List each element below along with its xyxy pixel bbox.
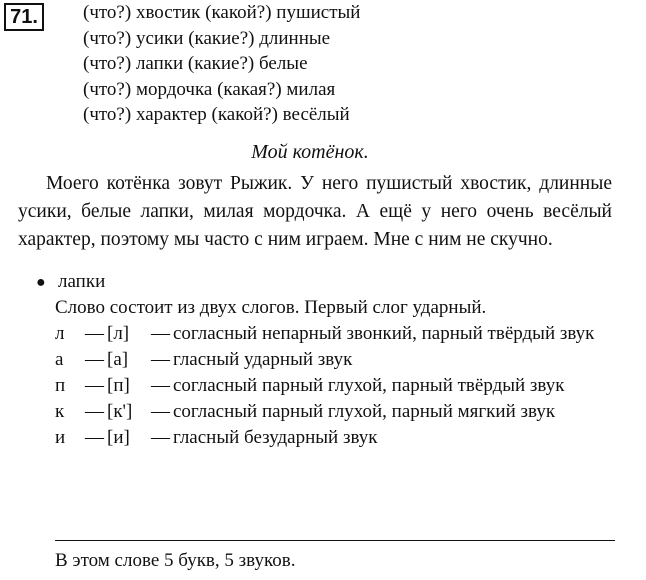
story-text: Моего котёнка зовут Рыжик. У него пушистый хвостик, длинные усики, белые лапки, милая мордочка. А ещё у него очень весёлый характер, поэтому мы часто с ним играем. Мне с ним не скучно.	[18, 173, 612, 250]
phonetic-row	[55, 426, 615, 450]
word-pair: (что?) усики (какие?) длинные	[83, 27, 331, 49]
letter: а	[55, 349, 64, 370]
letter: и	[55, 427, 66, 448]
sound-description: согласный парный глухой, парный твёрдый звук	[173, 375, 565, 396]
sound: [к']	[107, 401, 133, 422]
analysis-word: лапки	[58, 271, 106, 292]
analysis-word-line	[36, 270, 105, 295]
exercise-number: 71.	[4, 3, 44, 31]
sound: [и]	[107, 427, 130, 448]
phonetic-row	[55, 348, 615, 372]
word-pair: (что?) хвостик (какой?) пушистый	[83, 2, 361, 23]
dash: —	[85, 375, 104, 396]
phonetic-row	[55, 374, 615, 398]
letter: п	[55, 375, 66, 396]
dash: —	[151, 427, 170, 448]
dash: —	[85, 401, 104, 422]
phonetic-analysis	[55, 322, 615, 452]
story-paragraph	[18, 170, 612, 254]
word-pairs-list	[83, 0, 360, 128]
sound: [п]	[107, 375, 130, 396]
dash: —	[151, 349, 170, 370]
sound: [а]	[107, 349, 129, 370]
summary-sentence: В этом слове 5 букв, 5 звуков.	[55, 550, 296, 571]
letter: л	[55, 323, 65, 344]
sound-description: согласный парный глухой, парный мягкий звук	[173, 401, 556, 422]
divider-line	[55, 540, 615, 541]
word-pair: (что?) характер (какой?) весёлый	[83, 104, 350, 126]
dash: —	[151, 401, 170, 422]
sound-description: гласный ударный звук	[173, 349, 353, 370]
syllables-sentence: Слово состоит из двух слогов. Первый слог ударный.	[55, 297, 487, 318]
story-title: Мой котёнок.	[251, 141, 369, 163]
sound-description: гласный безударный звук	[173, 427, 378, 448]
sound: [л]	[107, 323, 130, 344]
bullet-icon: ●	[36, 274, 46, 291]
letter: к	[55, 401, 65, 422]
dash: —	[85, 427, 104, 448]
word-pair: (что?) лапки (какие?) белые	[83, 53, 308, 75]
sound-description: согласный непарный звонкий, парный твёрдый звук	[173, 323, 595, 344]
dash: —	[85, 323, 104, 344]
dash: —	[151, 323, 170, 344]
dash: —	[151, 375, 170, 396]
dash: —	[85, 349, 104, 370]
phonetic-row	[55, 400, 615, 424]
word-pair: (что?) мордочка (какая?) милая	[83, 78, 336, 100]
phonetic-row	[55, 322, 615, 346]
